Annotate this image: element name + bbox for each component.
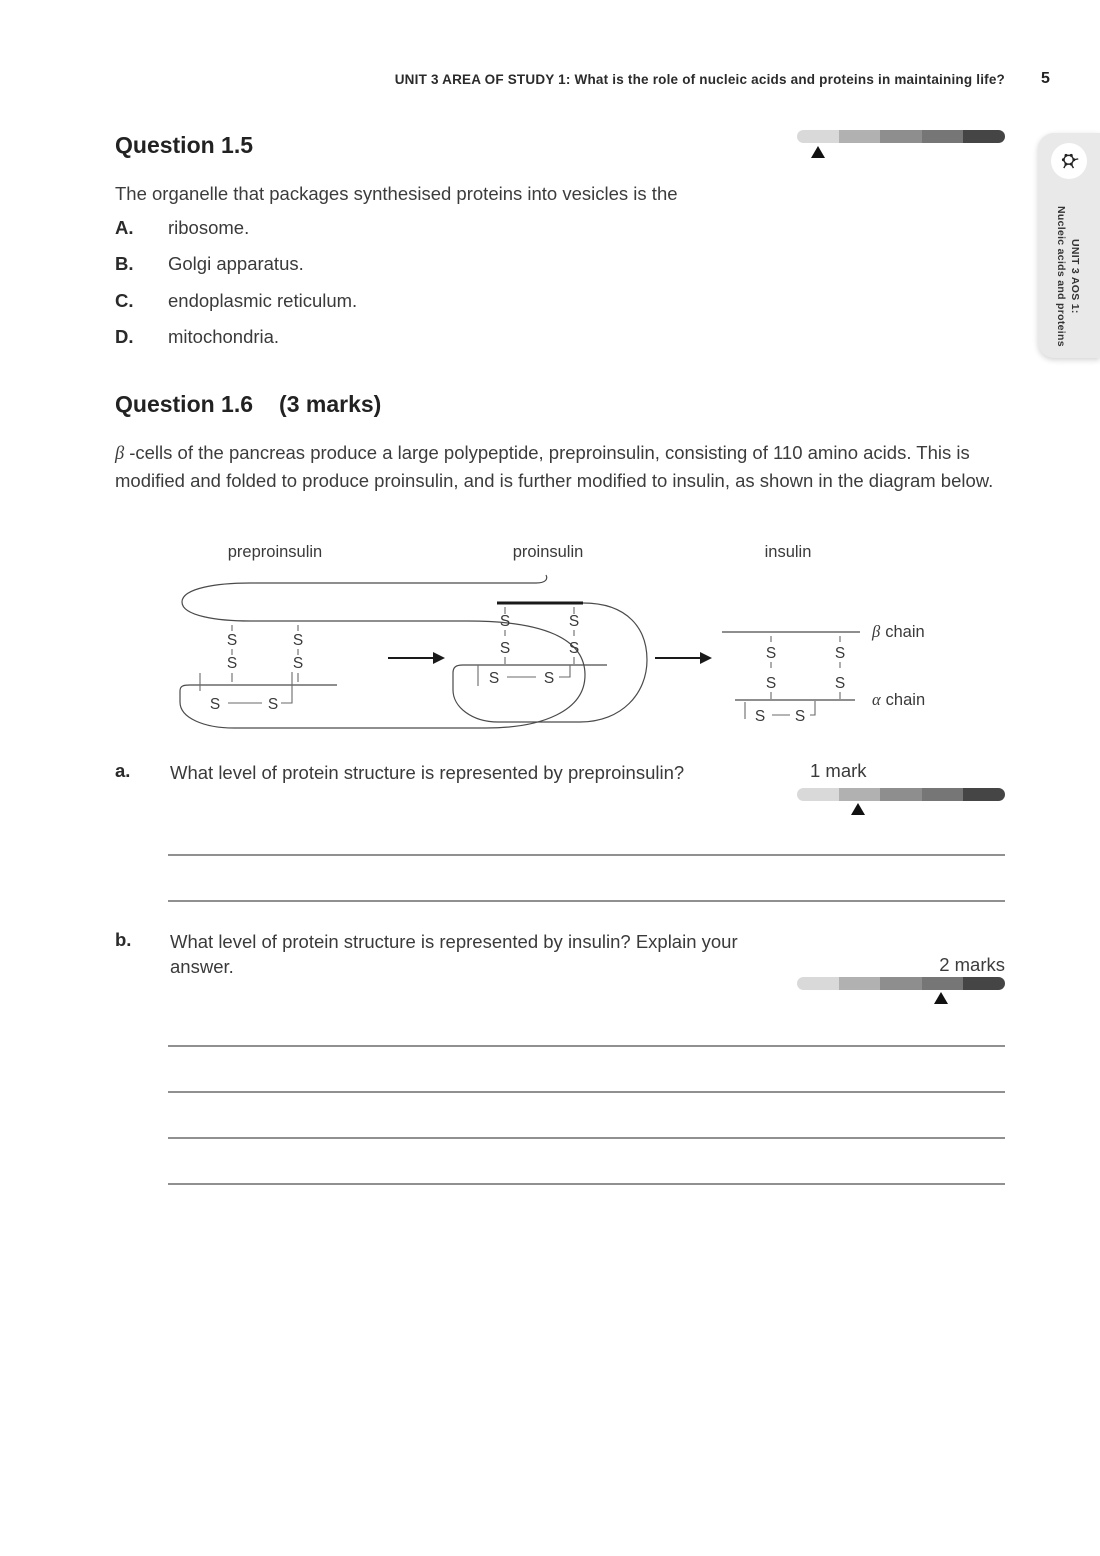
s-atom: S (568, 613, 580, 630)
tab-label (1054, 191, 1082, 361)
s-atom: S (765, 645, 777, 662)
intro-text: -cells of the pancreas produce a large polypeptide, preproinsulin, consisting of 110 amino acids. This is modified and folded to produce proinsulin, and is further modified to insulin, as shown in the diagram below. (115, 442, 994, 491)
part-b-marks: 2 marks (939, 954, 1005, 975)
page-number: 5 (1041, 70, 1050, 87)
option-text: endoplasmic reticulum. (168, 290, 358, 311)
s-atom: S (834, 645, 846, 662)
s-atom: S (794, 708, 806, 725)
stage-label-insulin: insulin (764, 543, 812, 561)
option-a (115, 217, 249, 239)
unit-side-tab[interactable] (1038, 133, 1100, 358)
difficulty-segment (797, 788, 839, 801)
chain-word: chain (885, 691, 926, 709)
part-letter: a. (115, 760, 131, 781)
part-b-question: What level of protein structure is represented by insulin? Explain your answer. (170, 931, 738, 977)
disulfide-bridges (200, 625, 298, 703)
s-atom: S (226, 632, 238, 649)
s-atom: S (488, 670, 500, 687)
difficulty-segment (963, 788, 1005, 801)
answer-line[interactable] (168, 1137, 1005, 1139)
question-1-6-intro (115, 440, 1008, 494)
tab-label-line1: UNIT 3 AOS 1: (1069, 238, 1081, 314)
difficulty-segment (963, 130, 1005, 143)
difficulty-marker-icon (851, 803, 865, 815)
difficulty-marker-icon (934, 992, 948, 1004)
stage-label-proinsulin: proinsulin (512, 543, 584, 561)
answer-line[interactable] (168, 1045, 1005, 1047)
difficulty-segment (880, 788, 922, 801)
option-letter: B. (115, 253, 134, 274)
answer-line[interactable] (168, 854, 1005, 856)
part-a-marks: 1 mark (810, 760, 867, 781)
s-atom: S (226, 655, 238, 672)
beta-symbol: β (872, 622, 881, 641)
s-atom: S (499, 613, 511, 630)
s-atom: S (568, 640, 580, 657)
answer-line[interactable] (168, 1183, 1005, 1185)
insulin-processing-diagram (150, 535, 1010, 750)
option-text: ribosome. (168, 217, 250, 238)
option-text: Golgi apparatus. (168, 253, 304, 274)
s-atom: S (292, 632, 304, 649)
part-a-question: What level of protein structure is represented by preproinsulin? (170, 762, 685, 783)
difficulty-segment (797, 977, 839, 990)
difficulty-segment (922, 130, 964, 143)
s-atom: S (543, 670, 555, 687)
difficulty-segment (880, 977, 922, 990)
option-b (115, 253, 304, 275)
difficulty-segment (922, 788, 964, 801)
difficulty-bar-q16a (797, 788, 1005, 801)
option-text: mitochondria. (168, 326, 280, 347)
tab-label-line2: Nucleic acids and proteins (1055, 205, 1067, 347)
question-1-6-number: Question 1.6 (115, 391, 254, 417)
question-1-6-marks: (3 marks) (279, 391, 382, 417)
s-atom: S (834, 675, 846, 692)
answer-line[interactable] (168, 900, 1005, 902)
s-atom: S (267, 696, 279, 713)
question-1-5-title: Question 1.5 (115, 132, 254, 158)
disulfide-bridges (745, 636, 840, 719)
difficulty-segment (839, 130, 881, 143)
difficulty-segment (963, 977, 1005, 990)
alpha-symbol: α (872, 690, 881, 709)
page-header: UNIT 3 AREA OF STUDY 1: What is the role of nucleic acids and proteins in maintaining life? (394, 72, 1005, 87)
s-atom: S (754, 708, 766, 725)
difficulty-segment (839, 788, 881, 801)
question-1-5-stem: The organelle that packages synthesised proteins into vesicles is the (115, 183, 678, 204)
arrow-right-icon (388, 652, 445, 664)
part-letter: b. (115, 929, 132, 950)
s-atom: S (765, 675, 777, 692)
beta-chain-label (871, 622, 925, 641)
beta-symbol: β (115, 444, 125, 464)
difficulty-bar-q15 (797, 130, 1005, 143)
difficulty-marker-icon (811, 146, 825, 158)
s-atom: S (499, 640, 511, 657)
difficulty-segment (839, 977, 881, 990)
insulin-structure (722, 622, 925, 725)
alpha-chain-label (872, 690, 925, 709)
difficulty-segment (797, 130, 839, 143)
option-letter: C. (115, 290, 134, 311)
part-b-row (115, 929, 1005, 979)
part-a-row (115, 760, 1005, 785)
tab-icon-circle (1051, 143, 1087, 179)
difficulty-bar-q16b (797, 977, 1005, 990)
question-1-6-title (115, 391, 381, 418)
stage-label-preproinsulin: preproinsulin (227, 543, 323, 561)
option-d (115, 326, 279, 348)
difficulty-segment (880, 130, 922, 143)
answer-line[interactable] (168, 1091, 1005, 1093)
s-atom: S (292, 655, 304, 672)
chain-word: chain (885, 623, 925, 641)
difficulty-segment (922, 977, 964, 990)
option-c (115, 290, 357, 312)
preproinsulin-structure (180, 575, 585, 728)
option-letter: D. (115, 326, 134, 347)
molecule-icon (1059, 151, 1080, 172)
option-letter: A. (115, 217, 134, 238)
arrow-right-icon (655, 652, 712, 664)
s-atom: S (209, 696, 221, 713)
